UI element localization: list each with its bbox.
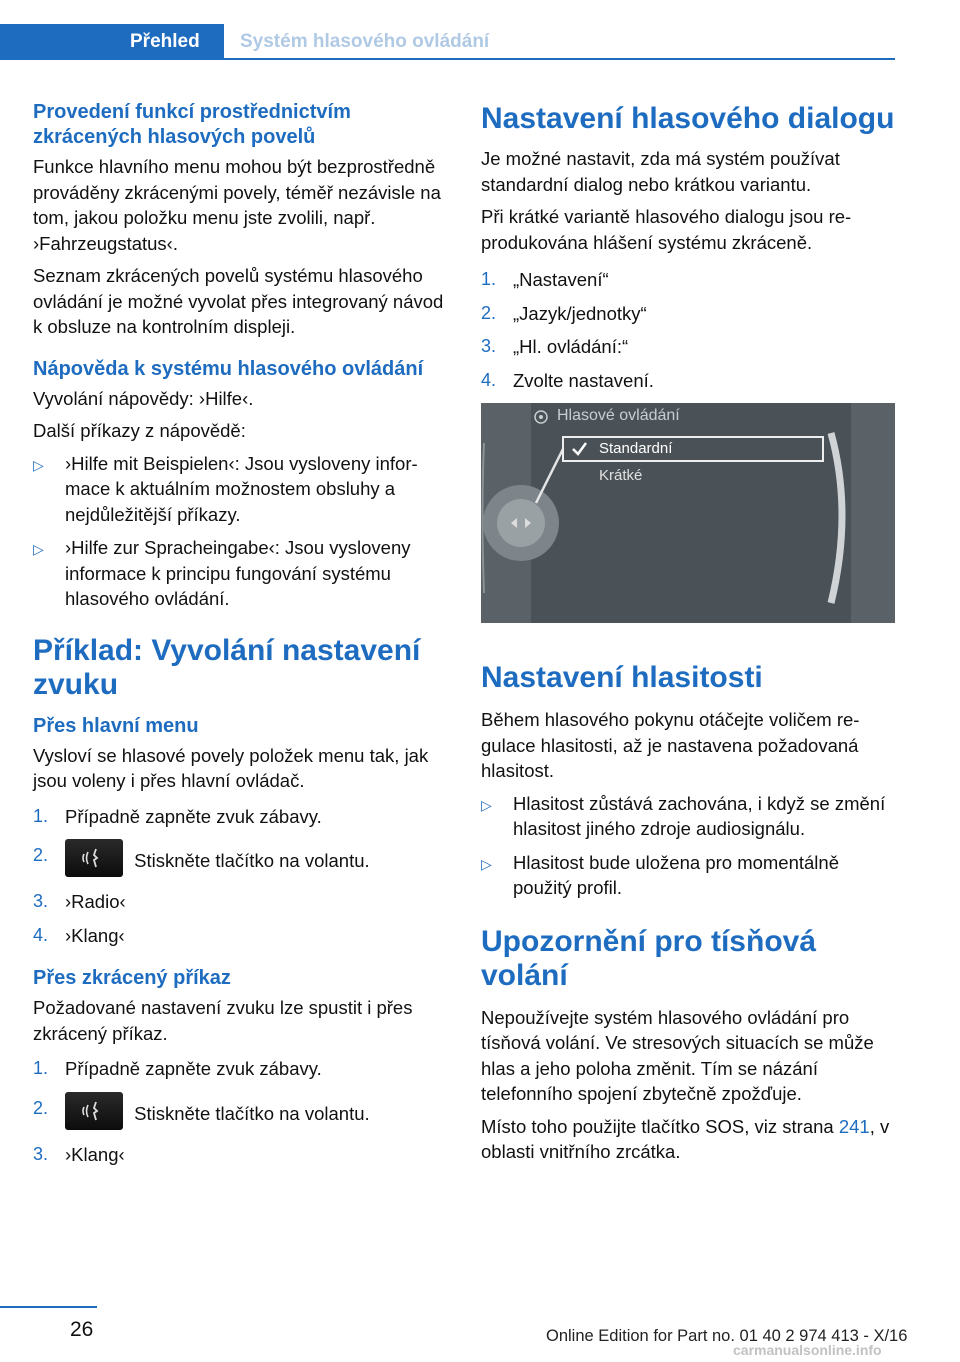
- list-item: 3. ›Radio‹: [33, 891, 126, 912]
- paragraph: Je možné nastavit, zda má systém používat standardní dialog nebo krátkou variantu.: [481, 148, 840, 195]
- list-item: 3. „Hl. ovládání:“: [481, 336, 629, 357]
- volume-bullet-list: [481, 791, 895, 901]
- list-item: 4. ›Klang‹: [33, 924, 125, 946]
- triangle-bullet-icon: ▷: [481, 855, 492, 872]
- paragraph: Během hlasového pokynu otáčejte voličem regulace hlasitosti, až je nastavena požadovaná hlasitost.: [481, 709, 860, 781]
- heading-short-command: Přes zkrácený příkaz: [33, 967, 231, 989]
- right-column: [481, 102, 895, 1172]
- heading-short-commands: Provedení funkcí prostřednictvím zkrácených hlasových povelů: [33, 101, 351, 148]
- list-item: 1. Případně zapněte zvuk zábavy.: [33, 805, 322, 827]
- page-number: 26: [70, 1318, 94, 1341]
- header-tab: Přehled: [0, 24, 224, 60]
- watermark: carmanualsonline.info: [733, 1342, 882, 1358]
- steps-list-dialog: [481, 267, 895, 393]
- triangle-bullet-icon: ▷: [481, 796, 492, 813]
- list-item: ▷ ›Hilfe zur Spracheingabe‹: Jsou vysloveny informace k principu fungování systému hlasového ovládání.: [33, 537, 411, 609]
- paragraph: Místo toho použijte tlačítko SOS, viz strana 241, v oblasti vnitřního zrcátka.: [481, 1115, 890, 1162]
- paragraph: Funkce hlavního menu mohou být bezprostředně prováděny zkrácenými povely, téměř nezávisle na tom, jakou položku menu jste zvolili, např. ›Fahrzeugstatus‹.: [33, 156, 441, 254]
- paragraph: Seznam zkrácených povelů systému hlasového ovládání je možné vyvolat přes integrovaný návod k obsluze na kontrolním displeji.: [33, 265, 444, 337]
- control-display-screenshot: [481, 403, 895, 623]
- list-item: 1. Případně zapněte zvuk zábavy.: [33, 1058, 322, 1079]
- list-item: 4. Zvolte nastavení.: [481, 369, 654, 391]
- list-item: 2. Stiskněte tlačítko na volantu.: [33, 1096, 453, 1134]
- paragraph: Nepoužívejte systém hlasového ovládání pro tísňová volání. Ve stresových situacích se může hlas a jeho poloha změnit. Tím se názání telefonního spojení zbytečně zpožďuje.: [481, 1006, 874, 1104]
- list-item: 2. „Jazyk/jednotky“: [481, 302, 647, 324]
- paragraph: Požadované nastavení zvuku lze spustit i přes zkrácený příkaz.: [33, 997, 413, 1044]
- triangle-bullet-icon: ▷: [33, 456, 44, 473]
- list-item: ▷ Hlasitost bude uložena pro momentálně použitý profil.: [481, 851, 839, 898]
- page-link[interactable]: 241: [838, 1115, 870, 1137]
- voice-button-icon: [65, 839, 123, 877]
- heading-volume: Nastavení hlasitosti: [481, 661, 763, 694]
- page-header: [0, 24, 895, 60]
- option-short[interactable]: Krátké: [599, 467, 643, 484]
- edition-text: Online Edition for Part no. 01 40 2 974 413 - X/16: [546, 1327, 908, 1345]
- heading-emergency: Upozornění pro tísňová volání: [481, 924, 817, 992]
- header-section: Systém hlasového ovládání: [240, 31, 490, 52]
- help-bullet-list: [33, 451, 453, 612]
- heading-help: Nápověda k systému hlasového ovládání: [33, 357, 424, 380]
- triangle-bullet-icon: ▷: [33, 541, 44, 557]
- header-rule: [224, 58, 895, 60]
- steps-list-main-menu: [33, 804, 453, 949]
- left-column: [33, 100, 453, 1175]
- paragraph: Vyvolání nápovědy: ›Hilfe‹.: [33, 387, 254, 409]
- steps-list-short-command: [33, 1056, 453, 1167]
- heading-example: Příklad: Vyvolání nastavení zvuku: [33, 633, 421, 701]
- list-item: 2. Stiskněte tlačítko na volantu.: [33, 843, 453, 881]
- paragraph: Další příkazy z nápovědě:: [33, 420, 246, 441]
- list-item: ▷ ›Hilfe mit Beispielen‹: Jsou vysloveny informace k aktuálním možnostem obsluhy a nejdůležitější příkazy.: [33, 452, 418, 525]
- footer-rule: [0, 1306, 97, 1308]
- voice-button-icon: [65, 1092, 123, 1130]
- heading-voice-dialog: Nastavení hlasového dialogu: [481, 102, 895, 135]
- list-item: 3. ›Klang‹: [33, 1143, 125, 1165]
- screen-title: Hlasové ovládání: [557, 407, 680, 424]
- list-item: ▷ Hlasitost zůstává zachována, i když se změní hlasitost jiného zdroje audiosignálu.: [481, 792, 886, 839]
- paragraph: Vysloví se hlasové povely položek menu tak, jak jsou voleny i přes hlavní ovládač.: [33, 744, 429, 791]
- paragraph: Při krátké variantě hlasového dialogu jsou reprodukována hlášení systému zkráceně.: [481, 206, 852, 253]
- heading-main-menu: Přes hlavní menu: [33, 714, 199, 737]
- list-item: 1. „Nastavení“: [481, 269, 609, 290]
- option-standard[interactable]: Standardní: [599, 440, 673, 457]
